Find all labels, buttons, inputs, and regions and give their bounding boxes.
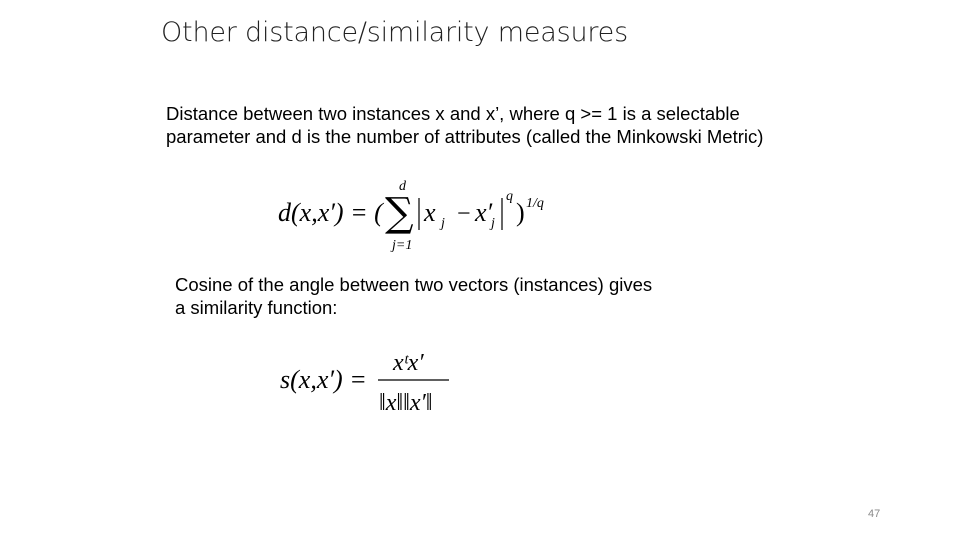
- cosine-numerator: xᵗx′: [393, 350, 424, 376]
- cosine-denominator: ‖x‖‖x′‖: [379, 390, 433, 416]
- subscript-j: j: [441, 216, 445, 231]
- cosine-description: [175, 273, 735, 319]
- page-number: 47: [868, 508, 881, 520]
- cosine-description-line2: a similarity function:: [175, 297, 338, 318]
- minus-sign: −: [457, 201, 471, 227]
- term-x-prime: x′: [475, 198, 493, 227]
- sum-lower-limit: j=1: [392, 238, 413, 253]
- exponent-q: q: [506, 189, 513, 204]
- minkowski-description-line2: parameter and d is the number of attributes (called the Minkowski Metric): [166, 126, 764, 147]
- minkowski-description-line1: Distance between two instances x and x’, where q >= 1 is a selectable: [166, 103, 740, 124]
- cosine-lhs: s(x,x′) =: [280, 365, 367, 394]
- minkowski-equation: [275, 170, 575, 260]
- sum-upper-limit: d: [399, 179, 406, 194]
- cosine-description-line1: Cosine of the angle between two vectors (instances) gives: [175, 274, 653, 295]
- summation-icon: ∑: [385, 190, 414, 236]
- subscript-j2: j: [491, 216, 495, 231]
- cosine-equation: [278, 340, 478, 425]
- close-paren: ): [516, 198, 525, 227]
- slide-title: Other distance/similarity measures: [161, 17, 628, 48]
- minkowski-description: [166, 102, 856, 148]
- outer-exponent: 1/q: [526, 196, 544, 211]
- term-x: x: [424, 198, 436, 227]
- minkowski-lhs: d(x,x′) = (: [278, 198, 383, 227]
